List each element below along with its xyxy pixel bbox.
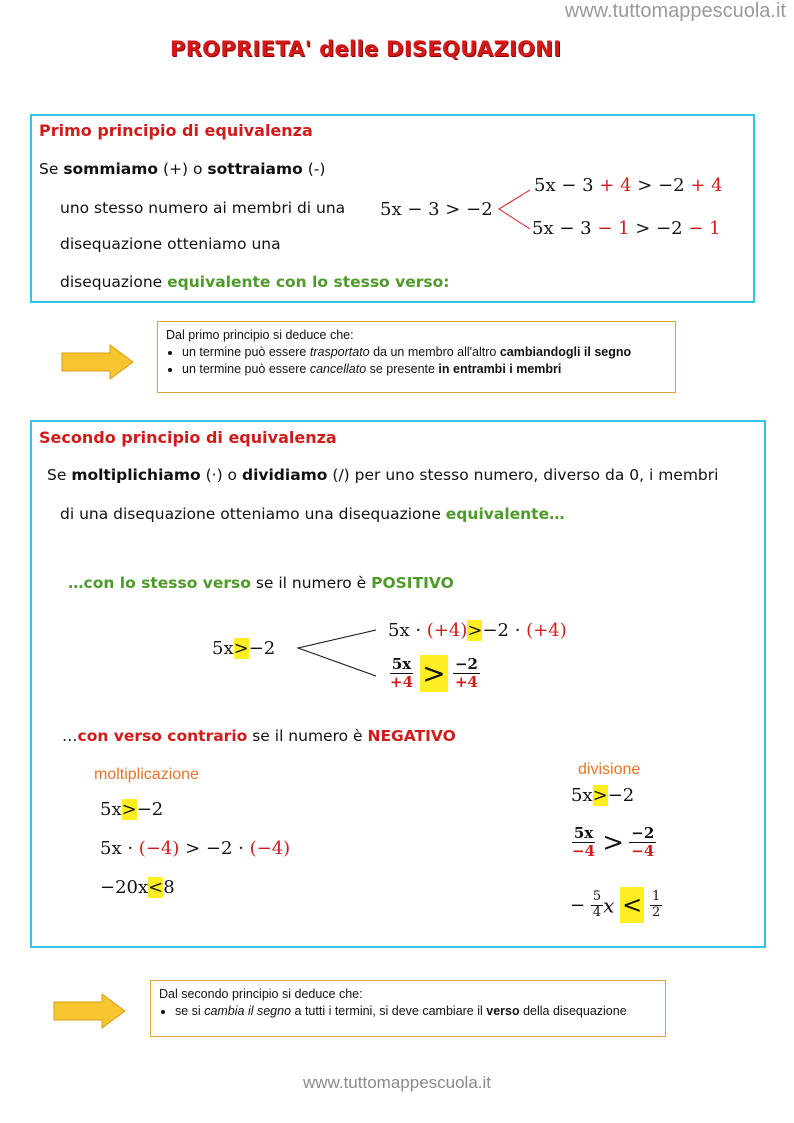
math-part: 8: [163, 877, 175, 898]
fraction: [591, 890, 603, 921]
math-part: 5x − 3: [534, 175, 600, 196]
numerator: −2: [454, 655, 478, 673]
highlighted-sign: >: [121, 799, 137, 820]
text: di una disequazione otteniamo una disequazione: [60, 505, 446, 523]
fraction: [570, 825, 597, 861]
multiplication-label: moltiplicazione: [94, 766, 199, 783]
numerator: 5x: [391, 655, 412, 673]
site-url-bottom: www.tuttomappescuola.it: [302, 1073, 492, 1092]
text-bold: dividiamo: [241, 466, 328, 484]
highlighted-sign: <: [620, 887, 644, 923]
numerator: 1: [651, 889, 661, 904]
math-part: −: [570, 894, 586, 916]
note-first-principle: [157, 321, 676, 393]
div-step-3: [570, 890, 662, 921]
note-second-principle: [150, 980, 666, 1037]
math-part: > −2: [629, 218, 689, 239]
text-bold: sottraiamo: [207, 160, 303, 178]
text: un termine può essere: [182, 345, 310, 359]
math-part: > −2 ·: [179, 838, 250, 859]
mult-step-3: [100, 877, 175, 898]
note-list: [159, 1004, 657, 1018]
math-part: −2: [607, 785, 635, 806]
text: (·) o: [200, 466, 242, 484]
text-bold: moltiplichiamo: [71, 466, 201, 484]
highlighted-sign: >: [422, 657, 446, 691]
note-bullet: [182, 345, 667, 359]
text: se si: [175, 1004, 205, 1018]
branch-lines-1: [496, 180, 536, 240]
text-green: equivalente con lo stesso verso:: [167, 273, 450, 291]
math-red: − 1: [597, 218, 630, 239]
arrow-right-icon: [52, 992, 128, 1030]
arrow-right-icon: [60, 343, 136, 381]
second-principle-line1: [47, 466, 718, 484]
denominator: +4: [454, 673, 478, 692]
note-intro: Dal secondo principio si deduce che:: [159, 987, 363, 1001]
math-part: 5x ·: [100, 838, 139, 859]
math-red: (−4): [138, 838, 180, 859]
note-list: [166, 345, 667, 376]
branch-lines-2: [294, 622, 380, 682]
highlighted-sign: >: [467, 620, 483, 641]
text-green: equivalente…: [445, 505, 565, 523]
div-step-1: [571, 785, 634, 806]
note-bullet: [182, 362, 667, 376]
first-principle-line1: [39, 160, 325, 178]
denominator: −4: [631, 842, 655, 861]
text: Se: [39, 160, 64, 178]
math-part: 5x − 3: [532, 218, 598, 239]
text: (-): [302, 160, 326, 178]
math-part: 5x ·: [388, 620, 427, 641]
math-part: −2: [136, 799, 164, 820]
positive-fraction: [388, 656, 480, 692]
first-principle-line2: uno stesso numero ai membri di una: [60, 199, 346, 217]
division-label: divisione: [578, 761, 641, 778]
site-url-top: www.tuttomappescuola.it: [564, 0, 786, 22]
math-red: + 4: [690, 175, 723, 196]
math-part: 5x: [212, 638, 234, 659]
text: a tutti i termini, si deve cambiare il: [291, 1004, 487, 1018]
note-bullet: [175, 1004, 657, 1018]
math-red: + 4: [599, 175, 632, 196]
div-step-2: [570, 825, 656, 861]
math-red: (+4): [426, 620, 468, 641]
math-red: − 1: [688, 218, 721, 239]
first-branch-top: [534, 175, 723, 196]
second-principle-line2: [60, 505, 565, 523]
fraction: [650, 890, 662, 921]
highlighted-sign: <: [148, 877, 164, 898]
first-principle-heading: Primo principio di equivalenza: [39, 121, 313, 140]
denominator: 4: [592, 904, 602, 920]
first-principle-line4: [60, 273, 449, 291]
text-red: NEGATIVO: [367, 727, 456, 745]
inequality-sign: >: [602, 827, 625, 858]
page-title: PROPRIETA' delle DISEQUAZIONI: [170, 37, 562, 61]
text: disequazione: [60, 273, 168, 291]
text-bold: verso: [486, 1004, 520, 1018]
positive-top: [388, 620, 567, 641]
text: …: [62, 727, 78, 745]
positive-line: [68, 574, 454, 592]
text-italic: cancellato: [309, 362, 367, 376]
math-part: > −2: [631, 175, 691, 196]
fraction: [453, 656, 480, 692]
math-part: −20x: [100, 877, 149, 898]
math-red: (−4): [249, 838, 291, 859]
math-part: −2 ·: [482, 620, 527, 641]
text-bold: sommiamo: [63, 160, 159, 178]
numerator: −2: [631, 824, 655, 842]
math-part: −2: [248, 638, 276, 659]
denominator: 2: [651, 904, 661, 920]
fraction: [629, 825, 656, 861]
text: se il numero è: [247, 727, 368, 745]
denominator: +4: [390, 673, 414, 692]
highlighted-sign: >: [233, 638, 249, 659]
highlighted-sign: >: [592, 785, 608, 806]
math-red: (+4): [526, 620, 567, 641]
numerator: 5x: [573, 824, 594, 842]
note-intro: Dal primo principio si deduce che:: [166, 328, 354, 342]
first-principle-line3: disequazione otteniamo una: [60, 235, 281, 253]
text: (/) per uno stesso numero, diverso da 0, i membri: [327, 466, 719, 484]
mult-step-2: [100, 838, 290, 859]
mult-step-1: [100, 799, 163, 820]
text-bold: cambiandogli il segno: [499, 345, 632, 359]
text-green: POSITIVO: [371, 574, 454, 592]
text-red: con verso contrario: [77, 727, 248, 745]
positive-expr: [212, 638, 275, 659]
text-green: …con lo stesso verso: [68, 574, 251, 592]
text: un termine può essere: [182, 362, 310, 376]
first-expr-left: 5x − 3 > −2: [380, 199, 493, 220]
math-part: 5x: [571, 785, 593, 806]
text-italic: cambia il segno: [204, 1004, 292, 1018]
numerator: 5: [592, 889, 602, 904]
first-branch-bottom: [532, 218, 721, 239]
denominator: −4: [572, 842, 596, 861]
variable: x: [603, 893, 615, 918]
math-part: 5x: [100, 799, 122, 820]
text: Se: [47, 466, 72, 484]
text: (+) o: [158, 160, 208, 178]
second-principle-heading: Secondo principio di equivalenza: [39, 428, 337, 447]
text: della disequazione: [519, 1004, 627, 1018]
text: se il numero è: [250, 574, 372, 592]
text-bold: in entrambi i membri: [438, 362, 562, 376]
text: se presente: [366, 362, 439, 376]
negative-line: [62, 727, 456, 745]
text-italic: trasportato: [309, 345, 370, 359]
fraction: [388, 656, 415, 692]
text: da un membro all'altro: [369, 345, 500, 359]
